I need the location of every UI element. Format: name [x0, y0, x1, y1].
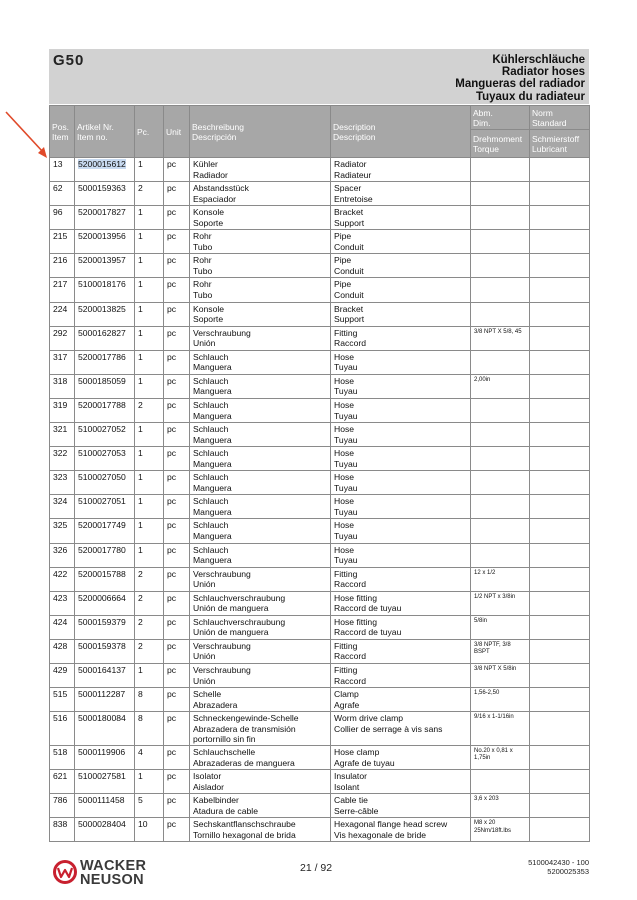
cell-unit: pc [164, 182, 190, 206]
table-row [50, 519, 590, 543]
col-header-article: Artikel Nr. Item no. [75, 106, 135, 158]
table-row [50, 615, 590, 639]
cell-norm [530, 230, 590, 254]
cell-unit: pc [164, 158, 190, 182]
cell-dim [471, 770, 530, 794]
cell-beschreibung: Schlauch Manguera [190, 495, 331, 519]
cell-norm [530, 794, 590, 818]
cell-pc: 1 [135, 770, 164, 794]
cell-description: Hose Tuyau [331, 398, 471, 422]
cell-dim [471, 398, 530, 422]
col-header-torque: Drehmoment Torque [471, 130, 530, 158]
wacker-neuson-logo-icon [52, 859, 78, 885]
cell-dim [471, 471, 530, 495]
cell-pc: 1 [135, 230, 164, 254]
cell-pos: 323 [50, 471, 75, 495]
cell-beschreibung: Schlauch Manguera [190, 519, 331, 543]
section-titles [455, 54, 585, 103]
cell-pos: 216 [50, 254, 75, 278]
col-header-norm: Norm Standard [530, 106, 590, 130]
cell-pos: 429 [50, 663, 75, 687]
table-row [50, 326, 590, 350]
cell-description: Insulator Isolant [331, 770, 471, 794]
cell-norm [530, 519, 590, 543]
cell-description: Hose Tuyau [331, 423, 471, 447]
cell-beschreibung: Schlauchschelle Abrazaderas de manguera [190, 745, 331, 769]
cell-dim: M8 x 20 25Nm/18ft.lbs [471, 818, 530, 842]
cell-unit: pc [164, 254, 190, 278]
title-es: Mangueras del radiador [455, 78, 585, 91]
cell-article: 5200017780 [75, 543, 135, 567]
cell-pc: 1 [135, 350, 164, 374]
cell-description: Spacer Entretoise [331, 182, 471, 206]
cell-description: Worm drive clamp Collier de serrage à vis sans [331, 712, 471, 746]
table-row [50, 374, 590, 398]
cell-unit: pc [164, 567, 190, 591]
cell-norm [530, 471, 590, 495]
cell-article: 5000112287 [75, 688, 135, 712]
table-row [50, 302, 590, 326]
cell-beschreibung: Sechskantflanschschraube Tornillo hexagonal de brida [190, 818, 331, 842]
col-header-pc: Pc. [135, 106, 164, 158]
cell-description: Clamp Agrafe [331, 688, 471, 712]
cell-dim [471, 182, 530, 206]
table-row [50, 471, 590, 495]
cell-pos: 322 [50, 447, 75, 471]
cell-beschreibung: Rohr Tubo [190, 254, 331, 278]
cell-norm [530, 770, 590, 794]
cell-dim: 12 x 1/2 [471, 567, 530, 591]
cell-pos: 215 [50, 230, 75, 254]
table-row [50, 254, 590, 278]
brand-logo-text: WACKER NEUSON [80, 858, 147, 888]
cell-pos: 326 [50, 543, 75, 567]
cell-norm [530, 567, 590, 591]
cell-pos: 217 [50, 278, 75, 302]
cell-norm [530, 615, 590, 639]
cell-article: 5100027051 [75, 495, 135, 519]
cell-norm [530, 423, 590, 447]
table-row [50, 350, 590, 374]
cell-unit: pc [164, 639, 190, 663]
cell-pos: 786 [50, 794, 75, 818]
table-row [50, 712, 590, 746]
cell-norm [530, 745, 590, 769]
cell-norm [530, 495, 590, 519]
cell-unit: pc [164, 471, 190, 495]
cell-dim [471, 495, 530, 519]
cell-description: Hose Tuyau [331, 447, 471, 471]
cell-article: 5000111458 [75, 794, 135, 818]
table-row [50, 818, 590, 842]
cell-dim: 3,6 x 203 [471, 794, 530, 818]
cell-pc: 2 [135, 591, 164, 615]
cell-norm [530, 447, 590, 471]
cell-beschreibung: Konsole Soporte [190, 206, 331, 230]
cell-dim [471, 302, 530, 326]
table-row [50, 447, 590, 471]
cell-beschreibung: Schlauchverschraubung Unión de manguera [190, 615, 331, 639]
cell-unit: pc [164, 302, 190, 326]
cell-unit: pc [164, 543, 190, 567]
cell-unit: pc [164, 794, 190, 818]
col-header-description: Description Description [331, 106, 471, 158]
cell-article: 5200015788 [75, 567, 135, 591]
cell-dim [471, 254, 530, 278]
cell-beschreibung: Schlauch Manguera [190, 423, 331, 447]
cell-dim [471, 278, 530, 302]
cell-unit: pc [164, 770, 190, 794]
cell-description: Pipe Conduit [331, 278, 471, 302]
cell-beschreibung: Verschraubung Unión [190, 663, 331, 687]
cell-pc: 2 [135, 398, 164, 422]
cell-norm [530, 302, 590, 326]
cell-dim: 3/8 NPT X 5/8in [471, 663, 530, 687]
cell-beschreibung: Isolator Aislador [190, 770, 331, 794]
parts-table-body [50, 158, 590, 842]
cell-unit: pc [164, 447, 190, 471]
cell-unit: pc [164, 278, 190, 302]
col-header-beschreibung: Beschreibung Descripción [190, 106, 331, 158]
cell-dim [471, 230, 530, 254]
cell-pos: 518 [50, 745, 75, 769]
cell-pc: 1 [135, 471, 164, 495]
cell-beschreibung: Schlauchverschraubung Unión de manguera [190, 591, 331, 615]
cell-norm [530, 712, 590, 746]
cell-beschreibung: Schlauch Manguera [190, 374, 331, 398]
col-header-unit: Unit [164, 106, 190, 158]
table-row [50, 182, 590, 206]
cell-description: Hose Tuyau [331, 495, 471, 519]
cell-norm [530, 326, 590, 350]
cell-beschreibung: Verschraubung Unión [190, 326, 331, 350]
cell-unit: pc [164, 663, 190, 687]
cell-norm [530, 278, 590, 302]
cell-article: 5000180084 [75, 712, 135, 746]
cell-beschreibung: Schlauch Manguera [190, 350, 331, 374]
cell-unit: pc [164, 350, 190, 374]
cell-norm [530, 591, 590, 615]
cell-description: Fitting Raccord [331, 326, 471, 350]
table-row [50, 278, 590, 302]
cell-dim [471, 519, 530, 543]
table-row [50, 770, 590, 794]
cell-dim: 9/16 x 1-1/16in [471, 712, 530, 746]
cell-unit: pc [164, 615, 190, 639]
cell-norm [530, 350, 590, 374]
cell-pc: 5 [135, 794, 164, 818]
cell-pos: 224 [50, 302, 75, 326]
cell-dim: 1/2 NPT x 3/8in [471, 591, 530, 615]
cell-beschreibung: Abstandsstück Espaciador [190, 182, 331, 206]
cell-unit: pc [164, 423, 190, 447]
cell-pc: 10 [135, 818, 164, 842]
cell-pc: 1 [135, 663, 164, 687]
cell-description: Hose Tuyau [331, 519, 471, 543]
table-row [50, 745, 590, 769]
cell-unit: pc [164, 745, 190, 769]
cell-pc: 1 [135, 278, 164, 302]
cell-pos: 621 [50, 770, 75, 794]
cell-article: 5200017788 [75, 398, 135, 422]
cell-pc: 1 [135, 495, 164, 519]
cell-unit: pc [164, 688, 190, 712]
cell-beschreibung: Schneckengewinde-Schelle Abrazadera de transmisión portornillo sin fin [190, 712, 331, 746]
table-row [50, 158, 590, 182]
table-row [50, 688, 590, 712]
cell-dim: 3/8 NPTF, 3/8 BSPT [471, 639, 530, 663]
cell-article: 5200015612 [75, 158, 135, 182]
document-number: 5100042430 - 100 5200025353 [528, 858, 589, 876]
table-row [50, 206, 590, 230]
title-fr: Tuyaux du radiateur [475, 90, 585, 103]
cell-dim [471, 447, 530, 471]
cell-pos: 319 [50, 398, 75, 422]
cell-pos: 423 [50, 591, 75, 615]
table-row [50, 495, 590, 519]
cell-beschreibung: Schelle Abrazadera [190, 688, 331, 712]
cell-pos: 13 [50, 158, 75, 182]
cell-article: 5100027581 [75, 770, 135, 794]
cell-unit: pc [164, 398, 190, 422]
cell-pc: 2 [135, 567, 164, 591]
cell-norm [530, 398, 590, 422]
cell-beschreibung: Schlauch Manguera [190, 398, 331, 422]
cell-article: 5100027050 [75, 471, 135, 495]
table-row [50, 230, 590, 254]
cell-norm [530, 158, 590, 182]
cell-description: Hose Tuyau [331, 543, 471, 567]
parts-table [49, 105, 590, 842]
cell-article: 5200006664 [75, 591, 135, 615]
cell-beschreibung: Schlauch Manguera [190, 543, 331, 567]
cell-unit: pc [164, 374, 190, 398]
cell-pc: 2 [135, 182, 164, 206]
cell-article: 5000159378 [75, 639, 135, 663]
cell-pc: 4 [135, 745, 164, 769]
cell-norm [530, 543, 590, 567]
cell-pos: 428 [50, 639, 75, 663]
cell-pc: 1 [135, 519, 164, 543]
cell-beschreibung: Schlauch Manguera [190, 447, 331, 471]
cell-article: 5000119906 [75, 745, 135, 769]
cell-pos: 292 [50, 326, 75, 350]
cell-pc: 1 [135, 374, 164, 398]
cell-unit: pc [164, 591, 190, 615]
cell-pc: 2 [135, 615, 164, 639]
table-row [50, 639, 590, 663]
cell-pos: 838 [50, 818, 75, 842]
cell-pos: 424 [50, 615, 75, 639]
col-header-lubricant: Schmierstoff Lubricant [530, 130, 590, 158]
title-de: Kühlerschläuche [492, 54, 585, 66]
col-header-pos: Pos. Item [50, 106, 75, 158]
cell-description: Fitting Raccord [331, 663, 471, 687]
table-row [50, 398, 590, 422]
cell-description: Bracket Support [331, 206, 471, 230]
cell-pos: 318 [50, 374, 75, 398]
cell-pos: 321 [50, 423, 75, 447]
cell-dim: 5/8in [471, 615, 530, 639]
cell-article: 5000159379 [75, 615, 135, 639]
cell-dim [471, 423, 530, 447]
cell-unit: pc [164, 519, 190, 543]
cell-article: 5200013825 [75, 302, 135, 326]
cell-article: 5000185059 [75, 374, 135, 398]
cell-beschreibung: Schlauch Manguera [190, 471, 331, 495]
cell-article: 5200013957 [75, 254, 135, 278]
cell-pc: 2 [135, 639, 164, 663]
cell-description: Fitting Raccord [331, 639, 471, 663]
cell-dim: 2,00in [471, 374, 530, 398]
cell-pos: 516 [50, 712, 75, 746]
cell-article: 5100027052 [75, 423, 135, 447]
table-row [50, 663, 590, 687]
cell-description: Hose fitting Raccord de tuyau [331, 591, 471, 615]
cell-dim [471, 206, 530, 230]
model-name: G50 [53, 52, 85, 69]
cell-pos: 422 [50, 567, 75, 591]
cell-norm [530, 206, 590, 230]
cell-dim [471, 158, 530, 182]
cell-article: 5000164137 [75, 663, 135, 687]
cell-beschreibung: Verschraubung Unión [190, 639, 331, 663]
cell-article: 5000159363 [75, 182, 135, 206]
cell-article: 5000162827 [75, 326, 135, 350]
cell-unit: pc [164, 495, 190, 519]
cell-description: Pipe Conduit [331, 230, 471, 254]
cell-beschreibung: Kabelbinder Atadura de cable [190, 794, 331, 818]
cell-norm [530, 818, 590, 842]
title-en: Radiator hoses [501, 66, 585, 79]
cell-article: 5000028404 [75, 818, 135, 842]
cell-unit: pc [164, 230, 190, 254]
cell-unit: pc [164, 326, 190, 350]
cell-pos: 324 [50, 495, 75, 519]
cell-pc: 1 [135, 254, 164, 278]
cell-pc: 1 [135, 158, 164, 182]
cell-pc: 1 [135, 206, 164, 230]
cell-pc: 1 [135, 447, 164, 471]
cell-description: Hose fitting Raccord de tuyau [331, 615, 471, 639]
cell-article: 5200017749 [75, 519, 135, 543]
cell-unit: pc [164, 206, 190, 230]
cell-article: 5200013956 [75, 230, 135, 254]
cell-description: Hose Tuyau [331, 350, 471, 374]
cell-pos: 515 [50, 688, 75, 712]
cell-article: 5200017786 [75, 350, 135, 374]
table-row [50, 567, 590, 591]
cell-pc: 8 [135, 688, 164, 712]
cell-article: 5200017827 [75, 206, 135, 230]
cell-beschreibung: Verschraubung Unión [190, 567, 331, 591]
cell-article: 5100018176 [75, 278, 135, 302]
cell-description: Cable tie Serre-câble [331, 794, 471, 818]
cell-pc: 1 [135, 423, 164, 447]
cell-article: 5100027053 [75, 447, 135, 471]
cell-pos: 62 [50, 182, 75, 206]
cell-description: Hose Tuyau [331, 374, 471, 398]
cell-dim [471, 543, 530, 567]
cell-norm [530, 182, 590, 206]
cell-unit: pc [164, 818, 190, 842]
cell-norm [530, 254, 590, 278]
cell-pos: 317 [50, 350, 75, 374]
col-header-dim: Abm. Dim. [471, 106, 530, 130]
cell-beschreibung: Rohr Tubo [190, 278, 331, 302]
cell-pos: 325 [50, 519, 75, 543]
cell-beschreibung: Konsole Soporte [190, 302, 331, 326]
cell-description: Hose clamp Agrafe de tuyau [331, 745, 471, 769]
page-number: 21 / 92 [300, 862, 333, 874]
cell-description: Fitting Raccord [331, 567, 471, 591]
cell-norm [530, 688, 590, 712]
cell-description: Hexagonal flange head screw Vis hexagonale de bride [331, 818, 471, 842]
cell-dim [471, 350, 530, 374]
cell-unit: pc [164, 712, 190, 746]
cell-dim: No.20 x 0,81 x 1,75in [471, 745, 530, 769]
cell-description: Pipe Conduit [331, 254, 471, 278]
cell-pc: 1 [135, 326, 164, 350]
table-row [50, 423, 590, 447]
cell-beschreibung: Rohr Tubo [190, 230, 331, 254]
cell-pos: 96 [50, 206, 75, 230]
cell-description: Radiator Radiateur [331, 158, 471, 182]
table-row [50, 794, 590, 818]
cell-description: Hose Tuyau [331, 471, 471, 495]
cell-pc: 1 [135, 543, 164, 567]
cell-pc: 8 [135, 712, 164, 746]
cell-pc: 1 [135, 302, 164, 326]
cell-norm [530, 639, 590, 663]
cell-dim: 3/8 NPT X 5/8, 45 [471, 326, 530, 350]
cell-norm [530, 663, 590, 687]
cell-norm [530, 374, 590, 398]
table-row [50, 543, 590, 567]
table-row [50, 591, 590, 615]
cell-dim: 1,56-2,50 [471, 688, 530, 712]
cell-beschreibung: Kühler Radiador [190, 158, 331, 182]
cell-description: Bracket Support [331, 302, 471, 326]
